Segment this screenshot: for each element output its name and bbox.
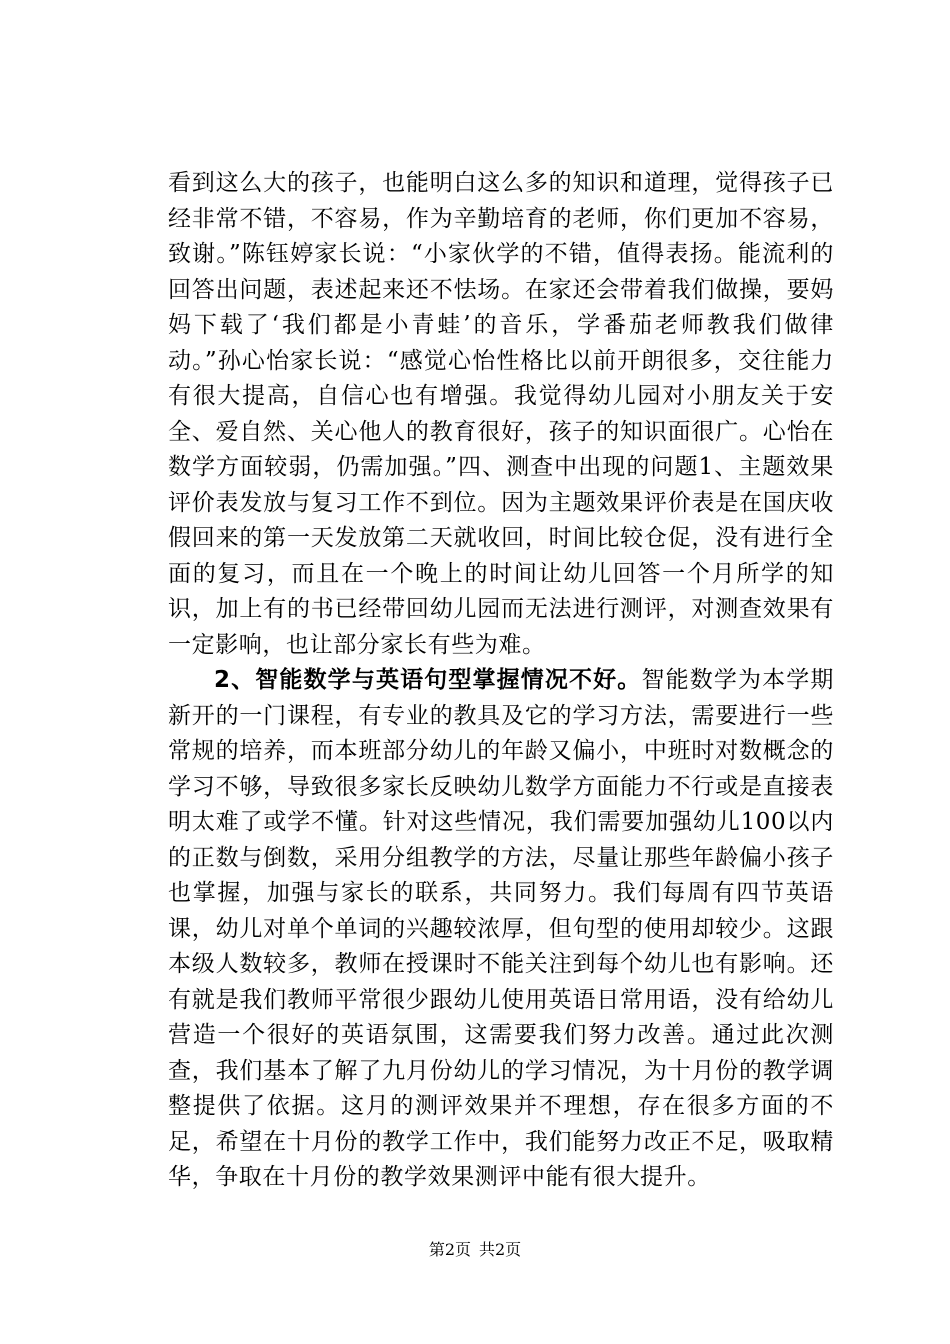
paragraph-1: 看到这么大的孩子，也能明白这么多的知识和道理，觉得孩子已经非常不错，不容易，作为辛勤培育的老师，你们更加不容易，致谢。”陈钰婷家长说：“小家伙学的不错，值得表扬。能流利的回答出问题，表述起来还不怯场。在家还会带着我们做操，要妈妈下载了‘我们都是小青蛙’的音乐，学番茄老师教我们做律动。”孙心怡家长说：“感觉心怡性格比以前开朗很多，交往能力有很大提高，自信心也有增强。我觉得幼儿园对小朋友关于安全、爱自然、关心他人的教育很好，孩子的知识面很广。心怡在数学方面较弱，仍需加强。”四、测查中出现的问题1、主题效果评价表发放与复习工作不到位。因为主题效果评价表是在国庆收假回来的第一天发放第二天就收回，时间比较仓促，没有进行全面的复习，而且在一个晚上的时间让幼儿回答一个月所学的知识，加上有的书已经带回幼儿园而无法进行测评，对测查效果有一定影响，也让部分家长有些为难。 — [168, 170, 834, 658]
page-total: 共2页 — [479, 1240, 522, 1259]
page-number: 第2页 — [428, 1240, 471, 1259]
document-body — [168, 166, 834, 1196]
section-heading: 2、智能数学与英语句型掌握情况不好。 — [214, 667, 642, 693]
paragraph-2-text: 智能数学为本学期新开的一门课程，有专业的教具及它的学习方法，需要进行一些常规的培养，而本班部分幼儿的年龄又偏小，中班时对数概念的学习不够，导致很多家长反映幼儿数学方面能力不行或是直接表明太难了或学不懂。针对这些情况，我们需要加强幼儿100以内的正数与倒数，采用分组教学的方法，尽量让那些年龄偏小孩子也掌握，加强与家长的联系，共同努力。我们每周有四节英语课，幼儿对单个单词的兴趣较浓厚，但句型的使用却较少。这跟本级人数较多，教师在授课时不能关注到每个幼儿也有影响。还有就是我们教师平常很少跟幼儿使用英语日常用语，没有给幼儿营造一个很好的英语氛围，这需要我们努力改善。通过此次测查，我们基本了解了九月份幼儿的学习情况，为十月份的教学调整提供了依据。这月的测评效果并不理想，存在很多方面的不足，希望在十月份的教学工作中，我们能努力改正不足，吸取精华，争取在十月份的教学效果测评中能有很大提升。 — [168, 667, 834, 1190]
paragraph-2 — [168, 663, 834, 1196]
page-footer — [0, 1240, 950, 1260]
